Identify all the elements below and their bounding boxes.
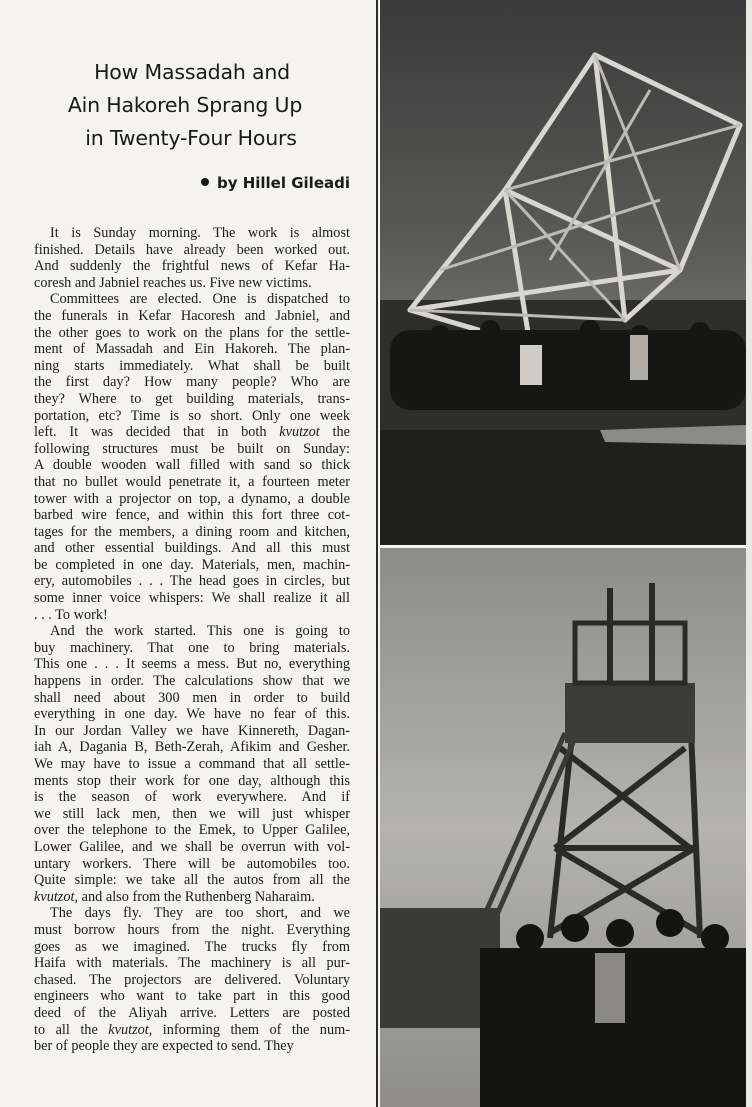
text-line: . . . To work! [34,606,108,623]
text-line: The days fly. They are too short, and we [50,905,350,922]
text-line: left. It was decided that in both kvutzot the [34,424,350,441]
title-line: How Massadah and [94,60,290,84]
text-line: A double wooden wall filled with sand so thick [34,457,350,474]
text-line: some inner voice whispers: We shall realize it all [34,590,350,607]
text-line: they? Where to get building materials, trans- [34,390,350,407]
text-line: This one . . . It seems a mess. But no, everything [34,656,350,673]
text-line: to all the kvutzot, informing them of the num- [34,1021,350,1038]
photo-tower-frame-raising [380,0,746,545]
text-line: goes as we imagined. The trucks fly from [34,938,350,955]
text-line: Haifa with materials. The machinery is all pur- [34,955,350,972]
title-line: Ain Hakoreh Sprang Up [67,93,303,117]
text-line: ning starts immediately. What shall be built [34,357,350,374]
text-line: chased. The projectors are delivered. Voluntary [34,971,350,988]
text-line: is the season of work everywhere. And if [34,789,350,806]
text-line: finished. Details have already been worked out. [34,241,350,258]
text-line: shall need about 300 men in order to build [34,689,350,706]
text-line: tower with a projector on top, a dynamo, a double [34,490,350,507]
text-line: coresh and Jabniel reaches us. Five new victims. [34,274,312,291]
text-line: We may have to issue a command that all settle- [34,756,350,772]
text-line: In our Jordan Valley we have Kinnereth, Dagan- [34,722,350,739]
text-line: barbed wire fence, and within this fort three cot- [34,507,350,524]
text-line: we still lack men, then we will just whisper [34,805,350,822]
column-divider [376,0,378,1107]
text-line: Quite simple: we take all the autos from all the [34,872,350,889]
text-line: And suddenly the frightful news of Kefar Ha- [34,258,350,275]
text-line: ber of people they are expected to send. They [34,1038,294,1055]
article-body [34,225,350,1055]
text-line: that no bullet would penetrate it, a fourteen meter [34,473,350,490]
text-line: the other goes to work on the plans for the settle- [34,324,350,341]
text-line: be completed in one day. Materials, men, machin- [34,556,350,573]
author: by Hillel Gileadi [216,174,350,192]
text-line: deed of the Aliyah arrive. Letters are posted [34,1004,350,1021]
text-line: happens in order. The calculations show that we [34,673,350,690]
text-line: following structures must be built on Sunday: [34,440,350,457]
text-line: ery, automobiles . . . The head goes in circles, but [34,573,350,590]
text-line: ment of Massadah and Ein Hakoreh. The plan- [34,341,350,358]
text-line: kvutzot, and also from the Ruthenberg Naharaim. [34,888,315,905]
page-edge [746,0,752,1107]
text-line: buy machinery. That one to bring materials. [34,639,350,656]
text-line: everything in one day. We have no fear of this. [34,706,350,723]
text-line: portation, etc? Time is so short. Only one week [34,407,350,424]
photo-completed-watchtower [380,548,746,1107]
text-line: ments stop their work for one day, although this [34,772,350,789]
text-line: tages for the members, a dining room and kitchen, [34,523,350,540]
title-line: in Twenty-Four Hours [85,126,297,150]
bullet-icon [201,178,209,186]
text-line: the funerals in Kefar Hacoresh and Jabniel, and [34,307,350,324]
byline [201,174,350,192]
text-line: And the work started. This one is going to [50,623,350,640]
article-title [20,56,350,155]
text-line: and other essential buildings. And all this must [34,540,350,557]
text-line: Lower Galilee, and we shall be overrun with vol- [34,838,350,855]
text-line: must borrow hours from the night. Everything [34,921,350,938]
text-line: Committees are elected. One is dispatched to [50,291,350,308]
text-line: iah A, Dagania B, Beth-Zerah, Afikim and Gesher. [34,739,350,756]
text-line: the first day? How many people? Who are [34,374,350,391]
text-line: It is Sunday morning. The work is almost [50,225,350,241]
text-line: over the telephone to the Emek, to Upper Galilee, [34,822,350,839]
text-line: untary workers. There will be automobiles too. [34,855,350,872]
text-line: engineers who want to take part in this good [34,988,350,1005]
